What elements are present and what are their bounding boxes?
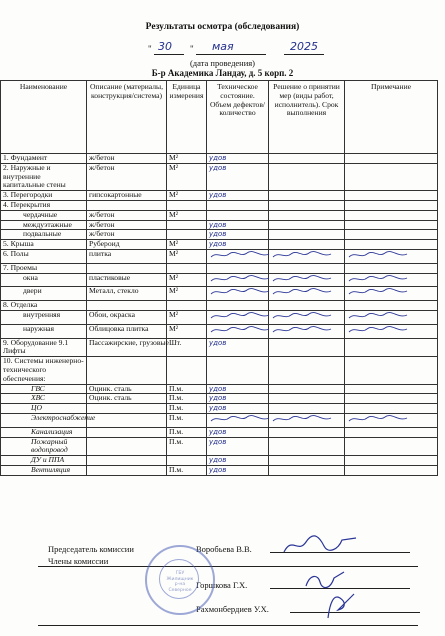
row-decision (269, 437, 345, 456)
row-state: удов (207, 394, 269, 404)
date-line: " 30 " мая 2025 (0, 40, 445, 58)
row-decision (269, 456, 345, 466)
table-row (1, 273, 438, 287)
row-description: пластиковые (87, 273, 167, 287)
row-unit (167, 456, 207, 466)
table-row (1, 287, 438, 301)
row-decision (269, 249, 345, 263)
row-description (87, 465, 167, 475)
row-decision (269, 220, 345, 230)
handwritten-scribble (347, 311, 435, 321)
table-row (1, 404, 438, 414)
row-decision (269, 338, 345, 357)
row-note (345, 240, 438, 250)
table-row (1, 338, 438, 357)
row-decision (269, 273, 345, 287)
row-note (345, 310, 438, 324)
handwritten-scribble (209, 325, 266, 335)
row-note (345, 210, 438, 220)
table-row (1, 310, 438, 324)
row-description: ж/бетон (87, 230, 167, 240)
row-description: ж/бетон (87, 210, 167, 220)
row-state (207, 287, 269, 301)
col-header-decision: Решение о принятии мер (виды работ, исполнитель). Срок выполнения (269, 81, 345, 154)
table-row (1, 465, 438, 475)
table-row (1, 230, 438, 240)
table-row (1, 210, 438, 220)
row-unit: Шт. (167, 338, 207, 357)
table-row (1, 357, 438, 384)
handwritten-scribble (209, 287, 266, 297)
row-unit: П.м. (167, 404, 207, 414)
date-month: мая (212, 40, 234, 53)
handwritten-scribble (271, 250, 342, 260)
row-state (207, 200, 269, 210)
row-note (345, 154, 438, 164)
table-row (1, 427, 438, 437)
row-description (87, 456, 167, 466)
row-decision (269, 357, 345, 384)
row-description: Металл, стекло (87, 287, 167, 301)
row-state: удов (207, 338, 269, 357)
row-name: 1. Фундамент (1, 154, 87, 164)
row-name: подвальные (1, 230, 87, 240)
table-row (1, 191, 438, 201)
row-state: удов (207, 404, 269, 414)
row-name: внутренняя (1, 310, 87, 324)
row-decision (269, 404, 345, 414)
row-decision (269, 301, 345, 311)
row-unit: П.м. (167, 384, 207, 394)
row-description: Облицовка плитка (87, 324, 167, 338)
chair-label: Председатель комиссии (48, 544, 134, 554)
date-day: 30 (158, 40, 172, 53)
row-unit: М² (167, 240, 207, 250)
row-decision (269, 427, 345, 437)
row-name: чердачные (1, 210, 87, 220)
chair-signature (280, 532, 360, 560)
row-name: 5. Крыша (1, 240, 87, 250)
row-decision (269, 163, 345, 190)
row-unit: М² (167, 163, 207, 190)
row-name: Канализация (1, 427, 87, 437)
row-description: ж/бетон (87, 220, 167, 230)
row-decision (269, 413, 345, 427)
handwritten-scribble (209, 311, 266, 321)
row-name: ДУ и ППА (1, 456, 87, 466)
date-caption: (дата проведения) (189, 58, 256, 68)
row-description: ж/бетон (87, 154, 167, 164)
row-description: Обои, окраска (87, 310, 167, 324)
table-row (1, 394, 438, 404)
row-decision (269, 384, 345, 394)
row-unit (167, 220, 207, 230)
row-description: Оцинк. сталь (87, 394, 167, 404)
handwritten-scribble (347, 325, 435, 335)
row-name: 4. Перекрытия (1, 200, 87, 210)
document-title: Результаты осмотра (обследования) (145, 22, 300, 32)
row-state (207, 263, 269, 273)
row-state (207, 210, 269, 220)
row-name: Электроснабжение (1, 413, 87, 427)
table-row (1, 240, 438, 250)
row-unit (167, 357, 207, 384)
row-description: Оцинк. сталь (87, 384, 167, 394)
row-note (345, 287, 438, 301)
col-header-description: Описание (материалы, конструкция/система) (87, 81, 167, 154)
handwritten-scribble (347, 250, 435, 260)
row-name: окна (1, 273, 87, 287)
row-unit: П.м. (167, 437, 207, 456)
members-label: Члены комиссии (48, 556, 109, 566)
row-description: плитка (87, 249, 167, 263)
row-unit: П.м. (167, 394, 207, 404)
row-unit (167, 263, 207, 273)
row-note (345, 338, 438, 357)
handwritten-scribble (209, 274, 266, 284)
row-description (87, 437, 167, 456)
organization-stamp: ГБУ Жилищник р-на Северное (145, 545, 215, 615)
row-description (87, 357, 167, 384)
row-decision (269, 394, 345, 404)
table-row (1, 301, 438, 311)
row-decision (269, 465, 345, 475)
row-note (345, 230, 438, 240)
table-row (1, 324, 438, 338)
row-name: междуэтажные (1, 220, 87, 230)
table-row (1, 163, 438, 190)
handwritten-scribble (271, 274, 342, 284)
row-unit: М² (167, 324, 207, 338)
row-name: 6. Полы (1, 249, 87, 263)
row-description: Пассажирские, грузовые (87, 338, 167, 357)
row-name: 3. Перегородки (1, 191, 87, 201)
row-decision (269, 154, 345, 164)
row-state: удов (207, 163, 269, 190)
row-note (345, 200, 438, 210)
row-note (345, 404, 438, 414)
handwritten-scribble (271, 325, 342, 335)
col-header-note: Примечание (345, 81, 438, 154)
row-note (345, 324, 438, 338)
row-state (207, 249, 269, 263)
handwritten-scribble (209, 250, 266, 260)
row-note (345, 413, 438, 427)
row-description: Рубероид (87, 240, 167, 250)
row-note (345, 437, 438, 456)
row-name: ХВС (1, 394, 87, 404)
handwritten-scribble (271, 311, 342, 321)
row-description (87, 404, 167, 414)
row-unit: П.м. (167, 413, 207, 427)
row-decision (269, 324, 345, 338)
col-header-state: Техническое состояние. Объем дефектов/количество (207, 81, 269, 154)
row-name: наружная (1, 324, 87, 338)
row-decision (269, 263, 345, 273)
handwritten-scribble (271, 414, 342, 424)
table-row (1, 200, 438, 210)
row-note (345, 191, 438, 201)
row-note (345, 456, 438, 466)
row-decision (269, 200, 345, 210)
row-note (345, 384, 438, 394)
row-note (345, 394, 438, 404)
row-state: удов (207, 465, 269, 475)
row-state: удов (207, 154, 269, 164)
inspection-table (0, 80, 438, 476)
row-note (345, 220, 438, 230)
row-state (207, 413, 269, 427)
row-description: гипсокартонные (87, 191, 167, 201)
row-unit: М² (167, 287, 207, 301)
table-row (1, 220, 438, 230)
row-state: удов (207, 437, 269, 456)
row-note (345, 163, 438, 190)
row-name: 10. Системы инженерно-технического обеспечения: (1, 357, 87, 384)
row-decision (269, 191, 345, 201)
row-decision (269, 210, 345, 220)
row-name: Вентиляция (1, 465, 87, 475)
date-year: 2025 (290, 40, 318, 53)
row-state (207, 273, 269, 287)
row-unit: М² (167, 273, 207, 287)
row-state: удов (207, 427, 269, 437)
table-row (1, 384, 438, 394)
col-header-unit: Единица измерения (167, 81, 207, 154)
member1-name: Горшкова Г.Х. (196, 580, 248, 590)
handwritten-scribble (347, 287, 435, 297)
row-state: удов (207, 456, 269, 466)
table-row (1, 413, 438, 427)
row-state (207, 357, 269, 384)
address: Б-р Академика Ландау, д. 5 корп. 2 (151, 68, 294, 78)
table-row (1, 154, 438, 164)
handwritten-scribble (347, 274, 435, 284)
row-description (87, 263, 167, 273)
row-name: ЦО (1, 404, 87, 414)
row-unit: М² (167, 249, 207, 263)
row-name: двери (1, 287, 87, 301)
row-note (345, 301, 438, 311)
row-state: удов (207, 240, 269, 250)
table-row (1, 263, 438, 273)
handwritten-scribble (347, 414, 435, 424)
member2-signature (320, 590, 360, 622)
member2-name: Рахмонбердиев У.Х. (196, 604, 269, 614)
row-description (87, 427, 167, 437)
row-unit (167, 301, 207, 311)
row-name: 7. Проемы (1, 263, 87, 273)
row-state: удов (207, 220, 269, 230)
row-unit: М² (167, 210, 207, 220)
row-decision (269, 230, 345, 240)
row-name: ГВС (1, 384, 87, 394)
row-name: 2. Наружные и внутренние капитальные стены (1, 163, 87, 190)
row-unit: П.м. (167, 465, 207, 475)
row-state: удов (207, 191, 269, 201)
row-name: 8. Отделка (1, 301, 87, 311)
row-decision (269, 240, 345, 250)
handwritten-scribble (271, 287, 342, 297)
col-header-name: Наименование (1, 81, 87, 154)
row-note (345, 249, 438, 263)
table-header-row (1, 81, 438, 154)
row-description (87, 200, 167, 210)
row-note (345, 263, 438, 273)
row-note (345, 357, 438, 384)
row-description (87, 413, 167, 427)
row-unit (167, 200, 207, 210)
row-state (207, 324, 269, 338)
row-description (87, 301, 167, 311)
row-note (345, 427, 438, 437)
row-name: 9. Оборудование 9.1 Лифты (1, 338, 87, 357)
chair-name: Воробьева В.В. (196, 544, 252, 554)
row-name: Пожарный водопровод (1, 437, 87, 456)
row-description: ж/бетон (87, 163, 167, 190)
row-unit: М² (167, 191, 207, 201)
row-unit: М² (167, 154, 207, 164)
row-state: удов (207, 384, 269, 394)
table-row (1, 456, 438, 466)
row-note (345, 465, 438, 475)
row-unit: П.м. (167, 427, 207, 437)
row-decision (269, 310, 345, 324)
row-state (207, 310, 269, 324)
row-state: удов (207, 230, 269, 240)
table-row (1, 437, 438, 456)
row-state (207, 301, 269, 311)
row-decision (269, 287, 345, 301)
row-note (345, 273, 438, 287)
row-unit: М² (167, 310, 207, 324)
handwritten-scribble (209, 414, 266, 424)
table-row (1, 249, 438, 263)
